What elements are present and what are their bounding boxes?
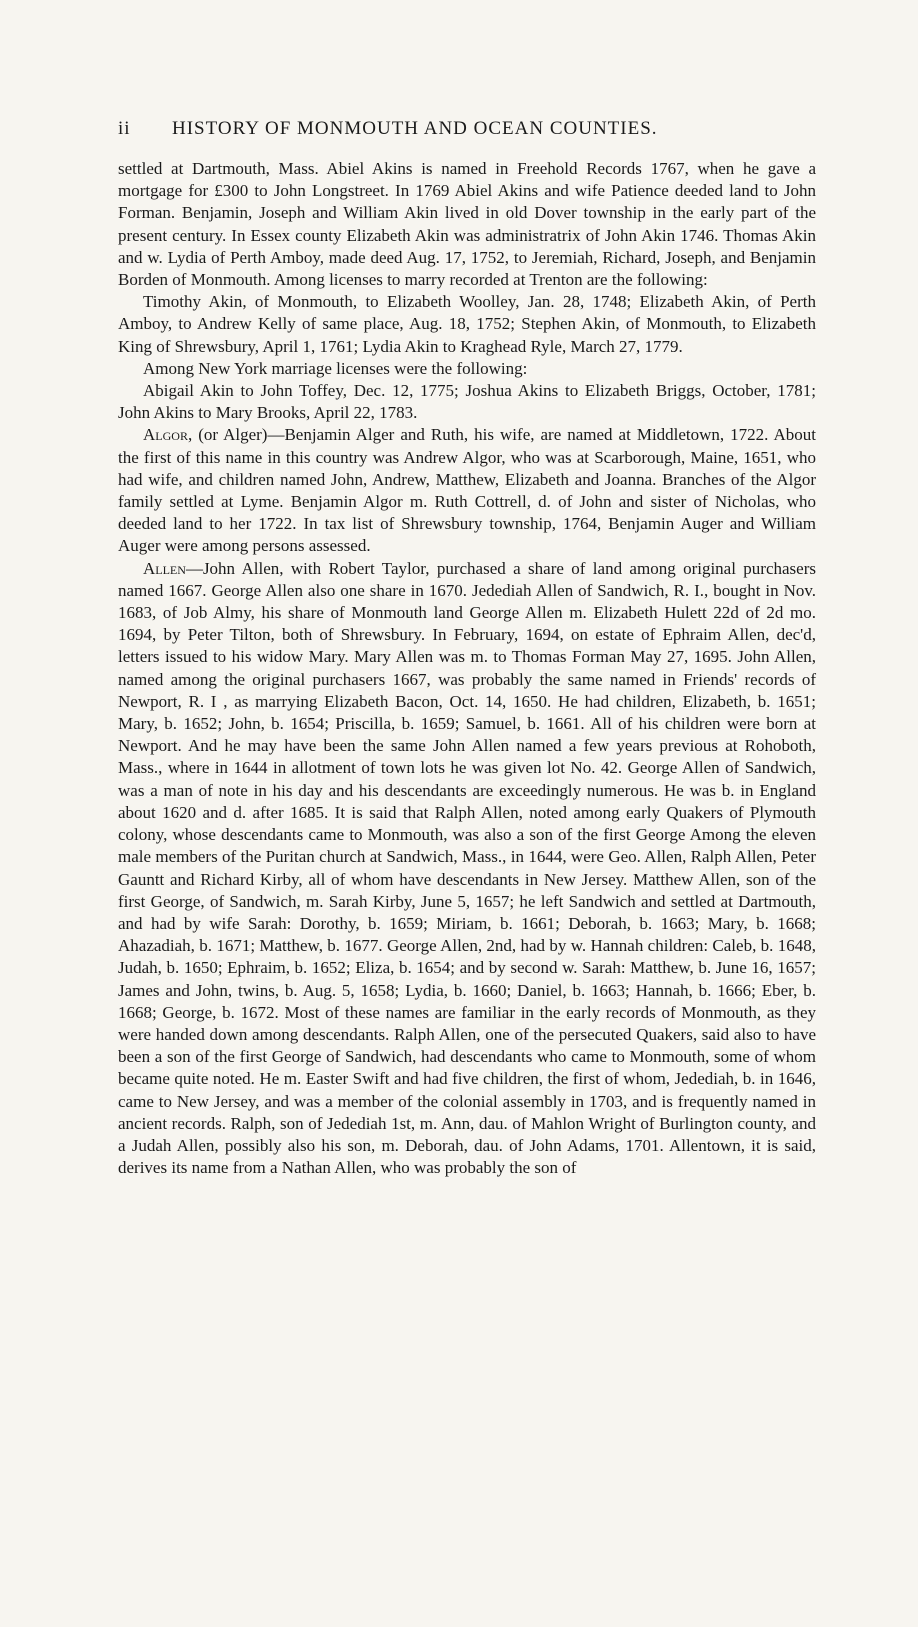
paragraph (118, 291, 816, 358)
running-title: HISTORY OF MONMOUTH AND OCEAN COUNTIES. (172, 118, 658, 139)
page-number: ii (118, 118, 131, 139)
paragraph-text: Among New York marriage licenses were the following: (143, 358, 528, 378)
paragraph-text: (or Alger)—Benjamin Alger and Ruth, his wife, are named at Middletown, 1722. About the first of this name in this country was Andrew Algor, who was at Scarborough, Maine, 1651, who had wife, and children named John, Andrew, Matthew, Elizabeth and Joanna. Branches of the Algor family settled at Lyme. Benjamin Algor m. Ruth Cottrell, d. of John and sister of Nicholas, who deeded land to her 1722. In tax list of Shrewsbury township, 1764, Benjamin Auger and William Auger were among persons assessed. (118, 425, 816, 556)
paragraph (118, 158, 816, 291)
paragraph (118, 424, 816, 557)
paragraph-text: —John Allen, with Robert Taylor, purchased a share of land among original purchasers named 1667. George Allen also one share in 1670. Jedediah Allen of Sandwich, R. I., bought in Nov. 1683, of Job Almy, his share of Monmouth land George Allen m. Elizabeth Hulett 22d of 2d mo. 1694, by Peter Tilton, both of Shrewsbury. In February, 1694, on estate of Ephraim Allen, dec'd, letters issued to his widow Mary. Mary Allen was m. to Thomas Forman May 27, 1695. John Allen, named among the original purchasers 1667, was probably the same named in Friends' records of Newport, R. I , as marrying Elizabeth Bacon, Oct. 14, 1650. He had children, Elizabeth, b. 1651; Mary, b. 1652; John, b. 1654; Priscilla, b. 1659; Samuel, b. 1661. All of his children were born at Newport. And he may have been the same John Allen named a few years previous at Rohoboth, Mass., where in 1644 in allotment of town lots he was given lot No. 42. George Allen of Sandwich, was a man of note in his day and his descendants are exceedingly numerous. He was b. in England about 1620 and d. after 1685. It is said that Ralph Allen, noted among early Quakers of Plymouth colony, whose descendants came to Monmouth, was also a son of the first George Among the eleven male members of the Puritan church at Sandwich, Mass., in 1644, were Geo. Allen, Ralph Allen, Peter Gauntt and Richard Kirby, all of whom have descendants in New Jersey. Matthew Allen, son of the first George, of Sandwich, m. Sarah Kirby, June 5, 1657; he left Sandwich and settled at Dartmouth, and had by wife Sarah: Dorothy, b. 1659; Miriam, b. 1661; Deborah, b. 1663; Mary, b. 1668; Ahazadiah, b. 1671; Matthew, b. 1677. George Allen, 2nd, had by w. Hannah children: Caleb, b. 1648, Judah, b. 1650; Ephraim, b. 1652; Eliza, b. 1654; and by second w. Sarah: Matthew, b. June 16, 1657; James and John, twins, b. Aug. 5, 1658; Lydia, b. 1660; Daniel, b. 1663; Hannah, b. 1666; Eber, b. 1668; George, b. 1672. Most of these names are familiar in the early records of Monmouth, as they were handed down among descendants. Ralph Allen, one of the persecuted Quakers, said also to have been a son of the first George of Sandwich, had descendants who came to Monmouth, some of whom became quite noted. He m. Easter Swift and had five children, the first of whom, Jedediah, b. in 1646, came to New Jersey, and was a member of the colonial assembly in 1703, and is frequently named in ancient records. Ralph, son of Jedediah 1st, m. Ann, dau. of Mahlon Wright of Burlington county, and a Judah Allen, possibly also his son, m. Deborah, dau. of John Adams, 1701. Allentown, it is said, derives its name from a Nathan Allen, who was probably the son of (118, 558, 816, 1178)
page-header (118, 118, 818, 146)
paragraph (118, 358, 816, 380)
paragraph-text: settled at Dartmouth, Mass. Abiel Akins is named in Freehold Records 1767, when he gave a mortgage for £300 to John Longstreet. In 1769 Abiel Akins and wife Patience deeded land to John Forman. Benjamin, Joseph and William Akin lived in old Dover township in the early part of the present century. In Essex county Elizabeth Akin was administratrix of John Akin 1746. Thomas Akin and w. Lydia of Perth Amboy, made deed Aug. 17, 1752, to Jeremiah, Richard, Joseph, and Benjamin Borden of Monmouth. Among licenses to marry recorded at Trenton are the following: (118, 159, 816, 290)
body-text (118, 158, 816, 1179)
paragraph-text: Timothy Akin, of Monmouth, to Elizabeth Woolley, Jan. 28, 1748; Elizabeth Akin, of Perth Amboy, to Andrew Kelly of same place, Aug. 18, 1752; Stephen Akin, of Monmouth, to Elizabeth King of Shrewsbury, April 1, 1761; Lydia Akin to Kraghead Ryle, March 27, 1779. (118, 292, 816, 356)
paragraph (118, 558, 816, 1180)
entry-heading: Allen (143, 558, 186, 578)
paragraph-text: Abigail Akin to John Toffey, Dec. 12, 1775; Joshua Akins to Elizabeth Briggs, October, 1781; John Akins to Mary Brooks, April 22, 1783. (118, 381, 816, 423)
entry-heading: Algor, (143, 425, 193, 445)
paragraph (118, 380, 816, 424)
